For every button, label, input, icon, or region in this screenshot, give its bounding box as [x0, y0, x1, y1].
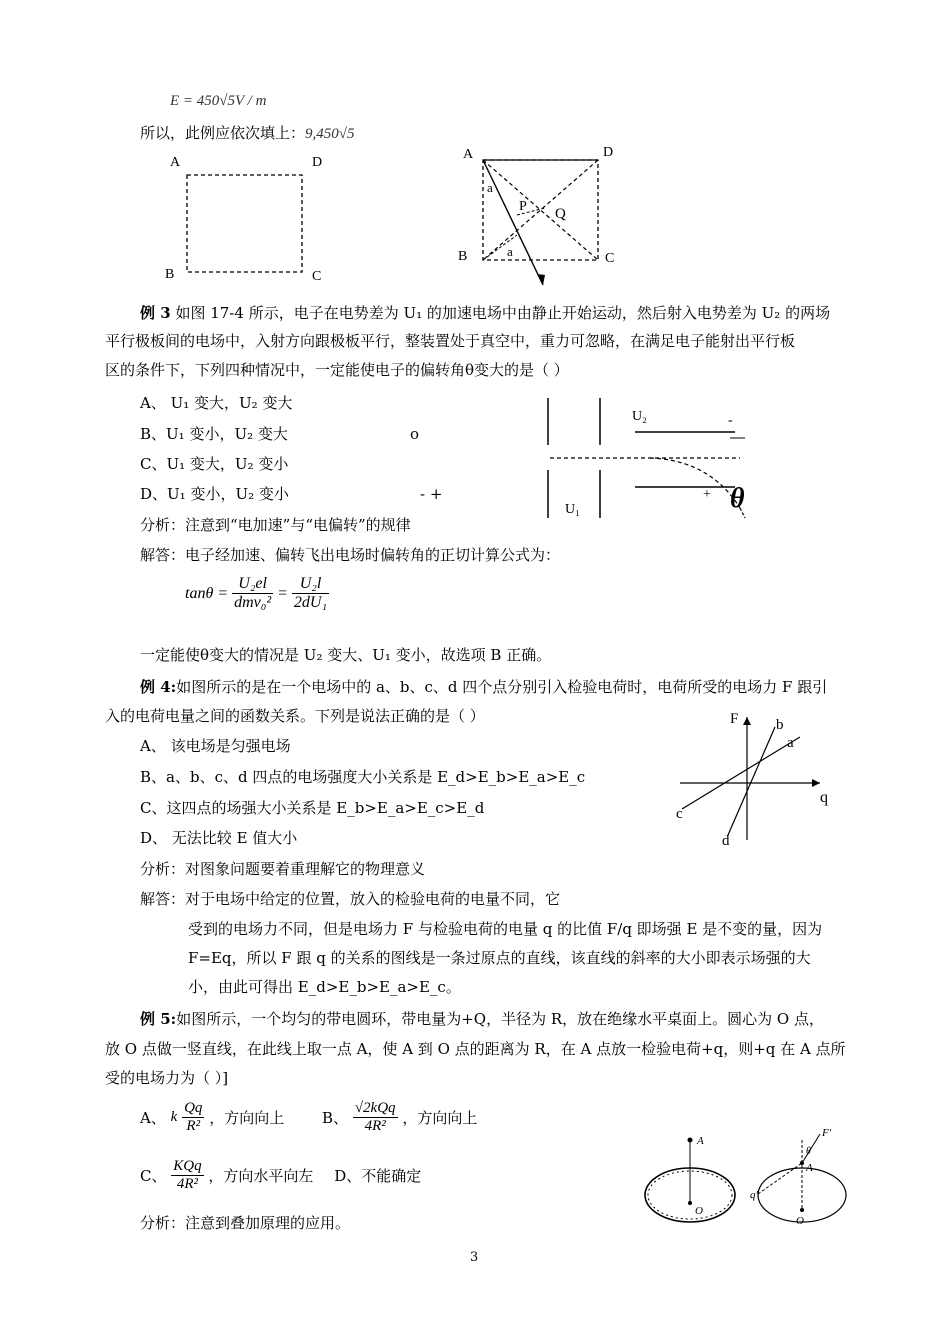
opt-c-den: 4R²	[176, 1176, 199, 1192]
frac-1	[232, 575, 273, 612]
opt-a-k: k	[170, 1109, 178, 1125]
ex4-answer1: 解答：对于电场中给定的位置，放入的检验电荷的电量不同，它	[140, 890, 561, 908]
ex5-text1: 如图所示，一个均匀的带电圆环，带电量为+Q，半径为 R，放在绝缘水平桌面上。圆心为 O 点，	[176, 1010, 824, 1028]
label-q-prime: q′	[750, 1189, 758, 1201]
frac-2-num: U₂l	[292, 575, 329, 594]
label-a1: A	[697, 1135, 704, 1147]
ex3-option-b: B、U₁ 变小，U₂ 变大	[140, 425, 288, 443]
ex3-label: 例 3	[140, 304, 171, 322]
ex4-analysis: 分析：对图象问题要着重理解它的物理意义	[140, 860, 426, 878]
opt-c-frac	[171, 1158, 203, 1193]
ex5-option-b	[322, 1100, 477, 1135]
label-angle-a1: a	[487, 180, 493, 195]
label-u2: U₂	[632, 409, 647, 424]
ex4-option-a: A、 该电场是匀强电场	[140, 737, 291, 755]
figure-square-abcd	[160, 150, 340, 285]
opt-a-post: ，方向向上	[209, 1109, 285, 1127]
ex3-text1: 如图 17-4 所示，电子在电势差为 U₁ 的加速电场中由静止开始运动，然后射入电势差为 U₂ 的两场	[175, 304, 831, 322]
label-c: c	[676, 806, 683, 822]
ex4-text2: 入的电荷电量之间的函数关系。下列是说法正确的是（ ）	[105, 707, 485, 725]
frac-1-num: U₂el	[232, 575, 273, 594]
opt-a-den: R²	[186, 1118, 201, 1134]
label-o1: O	[695, 1205, 703, 1217]
page-number: 3	[470, 1250, 479, 1265]
opt-c-pre: C、	[140, 1167, 167, 1185]
label-d: d	[722, 833, 730, 849]
label-a2: A	[806, 1162, 813, 1174]
figure-f-q-graph	[670, 705, 840, 850]
ex4-answer4: 小，由此可得出 E_d>E_b>E_a>E_c。	[188, 978, 461, 996]
tan-lhs: tanθ =	[185, 584, 229, 602]
ex5-text2: 放 O 点做一竖直线，在此线上取一点 A，使 A 到 O 点的距离为 R，在 A 点放一检验电荷+q，则+q 在 A 点所	[105, 1040, 846, 1058]
opt-b-num: √2kQq	[354, 1100, 396, 1116]
figure-square-diagonals	[455, 140, 635, 290]
ex5-text3: 受的电场力为（ ）]	[105, 1069, 229, 1087]
opt-b-post: ，方向向上	[402, 1109, 478, 1127]
label-b: B	[458, 249, 468, 264]
label-b: B	[165, 267, 175, 282]
frac-2-den: 2dU₁	[293, 594, 328, 611]
label-a: A	[170, 155, 181, 170]
ex3-conclusion: 一定能使θ变大的情况是 U₂ 变大、U₁ 变小，故选项 B 正确。	[140, 646, 552, 664]
label-d: D	[312, 155, 323, 170]
label-theta: θ	[730, 483, 745, 514]
fig3-minus-plus: - +	[420, 485, 443, 503]
fill-values: 9,450√5	[305, 126, 355, 142]
ex5-option-c	[140, 1158, 421, 1193]
opt-a-frac	[182, 1100, 204, 1135]
label-c: C	[605, 251, 615, 266]
opt-c-post: ，方向水平向左	[208, 1167, 314, 1185]
ex5-option-a	[140, 1100, 284, 1135]
label-minus: -	[728, 413, 733, 428]
ex4-answer2: 受到的电场力不同，但是电场力 F 与检验电荷的电量 q 的比值 F/q 即场强 E 是不变的量，因为	[188, 920, 823, 938]
frac-2	[292, 575, 329, 612]
label-o2: O	[796, 1215, 804, 1227]
label-f-prime: F′	[822, 1127, 832, 1139]
ex4-answer3: F=Eq，所以 F 跟 q 的关系的图线是一条过原点的直线，该直线的斜率的大小即表示场强的大	[188, 949, 811, 967]
frac-1-den: dmv₀²	[234, 594, 272, 611]
figure-charged-rings	[640, 1128, 870, 1228]
opt-b-pre: B、	[322, 1109, 349, 1127]
label-plus: +	[703, 487, 711, 502]
fig3-o-label: o	[410, 425, 420, 443]
label-a: a	[787, 735, 794, 751]
ex4-text1: 如图所示的是在一个电场中的 a、b、c、d 四个点分别引入检验电荷时，电荷所受的电场力 F 跟引	[176, 678, 828, 696]
ex3-option-a: A、 U₁ 变大，U₂ 变大	[140, 394, 293, 412]
fill-line-text: 所以，此例应依次填上：	[140, 124, 306, 142]
opt-b-den: 4R²	[364, 1118, 386, 1134]
ex3-analysis: 分析：注意到“电加速”与“电偏转”的规律	[140, 516, 411, 534]
opt-b-frac	[353, 1100, 398, 1135]
ex5-line1	[140, 1004, 824, 1034]
label-d: D	[603, 145, 614, 160]
ex5-label: 例 5:	[140, 1010, 177, 1028]
ex3-text3: 区的条件下，下列四种情况中，一定能使电子的偏转角θ变大的是（ ）	[105, 361, 569, 379]
fill-line	[140, 122, 355, 143]
opt-c-num: KQq	[173, 1158, 202, 1174]
label-q: Q	[555, 206, 566, 222]
ex4-option-d: D、 无法比较 E 值大小	[140, 829, 298, 847]
ex4-line1	[140, 672, 827, 702]
label-b: b	[776, 717, 784, 733]
label-q: q	[820, 789, 828, 806]
label-p: P	[519, 199, 527, 214]
opt-a-num: Qq	[184, 1100, 203, 1116]
ex3-text2: 平行极板间的电场中，入射方向跟极板平行，整装置处于真空中，重力可忽略，在满足电子能射出平行板	[105, 332, 796, 350]
ex4-label: 例 4:	[140, 678, 177, 696]
ex3-line1	[140, 298, 830, 328]
ex4-option-c: C、这四点的场强大小关系是 E_b>E_a>E_c>E_d	[140, 799, 485, 817]
ex3-answer: 解答：电子经加速、偏转飞出电场时偏转角的正切计算公式为：	[140, 546, 561, 564]
opt-d: D、不能确定	[334, 1167, 422, 1185]
opt-a-pre: A、	[140, 1109, 166, 1127]
label-theta: θ	[806, 1146, 811, 1157]
label-a: A	[463, 147, 474, 162]
figure-deflection	[540, 390, 780, 530]
ex5-analysis: 分析：注意到叠加原理的应用。	[140, 1214, 351, 1232]
tan-formula: tanθ = $\frac{\text{U₂el}}{\text{dmv₀²}}$ = $\frac{\text{U₂l}}{\text{2dU₁}}$	[185, 575, 328, 611]
ex3-option-d: D、U₁ 变小，U₂ 变小	[140, 485, 289, 503]
label-u1: U₁	[565, 502, 580, 517]
label-c: C	[312, 269, 322, 284]
label-f: F	[730, 711, 739, 727]
ex3-option-c: C、U₁ 变大，U₂ 变小	[140, 455, 289, 473]
ex4-option-b: B、a、b、c、d 四点的电场强度大小关系是 E_d>E_b>E_a>E_c	[140, 768, 586, 786]
label-angle-a2: a	[507, 244, 513, 259]
e-formula: E = 450√5V / m	[170, 93, 267, 109]
